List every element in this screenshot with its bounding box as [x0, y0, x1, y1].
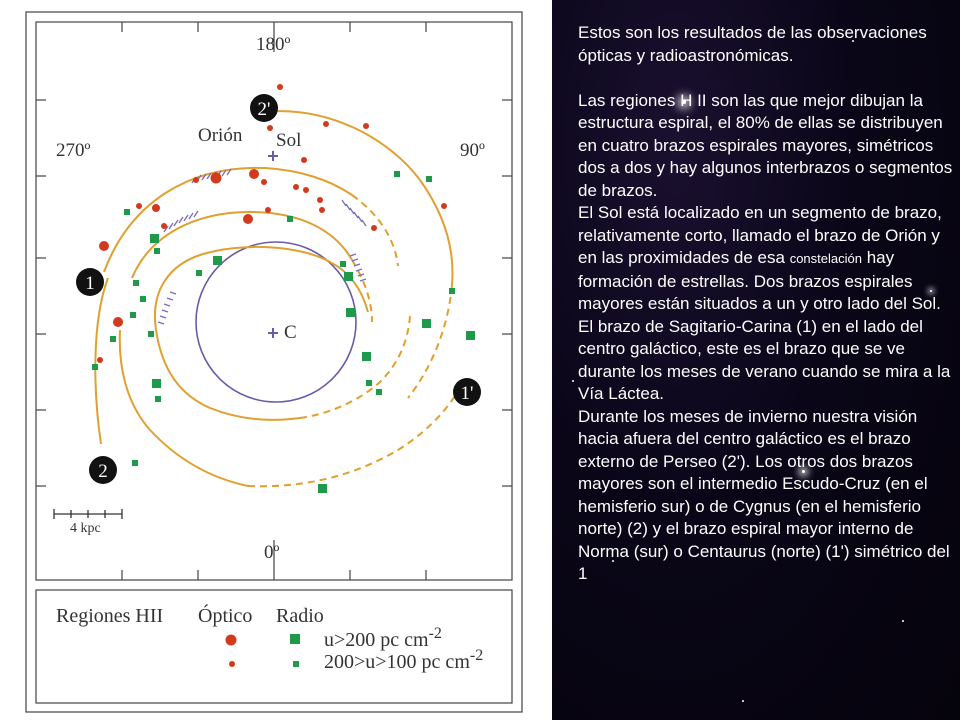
arm-badge-2p-label: 2' [257, 99, 271, 120]
text-body [578, 22, 958, 586]
star [572, 380, 574, 382]
legend-row2-exp: -2 [469, 647, 484, 664]
star [742, 700, 744, 702]
optical-regions [97, 84, 447, 363]
inner-circle [196, 242, 356, 402]
paragraph-4: Durante los meses de invierno nuestra visión hacia afuera del centro galáctico es el brazo externo de Perseo (2'). Los otros dos brazos mayores son el intermedio Escudo-Cruz (en el hemisferio sur) o de Cygnus (en el hemisferio norte) (2) y el brazo espiral mayor interno de Norma (sur) o Centaurus (norte) (1') simétrico del 1 [578, 406, 950, 583]
arm-1-upper [104, 168, 352, 272]
legend-row2-text: 200>u>100 pc cm [324, 651, 470, 673]
legend-radio-small [293, 661, 299, 667]
legend-row2-label [324, 647, 483, 673]
label-orion: Orión [198, 125, 243, 146]
label-0: 0º [264, 542, 280, 563]
arm-badge-2-label: 2 [98, 461, 108, 482]
legend-optical-large [226, 635, 237, 646]
label-90: 90º [460, 140, 485, 161]
arm-1p-inner [155, 247, 330, 330]
arm-badge-2p [250, 94, 278, 122]
label-center: C [284, 322, 297, 343]
star [902, 620, 904, 622]
hatch-inner-left [158, 292, 176, 324]
arm-1-lower [120, 330, 248, 486]
label-sol: Sol [276, 130, 302, 151]
text-panel [552, 0, 960, 720]
legend-optical-small [229, 661, 235, 667]
paragraph-3-a: El Sol está localizado en un segmento de brazo, relativamente corto, llamado el brazo de Orión y en las proximidades de esa [578, 203, 942, 267]
scale-bar [54, 509, 122, 519]
arm-1-lower-dashed [248, 380, 464, 486]
legend-radio: Radio [276, 605, 324, 627]
legend-title: Regiones HII [56, 605, 164, 627]
paragraph-1: Estos son los resultados de las observaciones ópticas y radioastronómicas. [578, 23, 927, 65]
arm-badge-1-label: 1 [85, 273, 95, 294]
scale-label: 4 kpc [70, 521, 101, 536]
label-270: 270º [56, 140, 91, 161]
paragraph-3 [578, 202, 958, 406]
arm-badge-1p [453, 378, 481, 406]
center-marker [268, 328, 278, 338]
legend-radio-large [290, 634, 300, 644]
legend-row1-exp: -2 [428, 625, 442, 642]
arm-badge-1p-label: 1' [460, 383, 474, 404]
arm-2p-dashed [408, 285, 452, 398]
arm-badge-2 [89, 456, 117, 484]
legend-row1-label [324, 625, 442, 651]
arm-1p-inner-lower [156, 330, 300, 420]
paragraph-2: Las regiones H II son las que mejor dibujan la estructura espiral, el 80% de ellas se distribuyen en cuatro brazos espirales mayores, simétricos dos a dos y hay algunos interbrazos o segmentos de brazos. [578, 90, 953, 200]
spiral-arms [95, 111, 464, 486]
legend-row1-text: u>200 pc cm [324, 629, 429, 651]
legend-optico: Óptico [198, 605, 253, 627]
paragraph-3-b: hay formación de estrellas. Dos brazos espirales mayores están situados a un y otro lado del Sol. El brazo de Sagitario-Carina (1) en el lado del centro galáctico, este es el brazo que se ve durante los meses de verano cuando se mira a la Vía Láctea. [578, 248, 951, 403]
arm-2-middle [132, 212, 352, 278]
paragraph-3-small: constelación [789, 251, 862, 266]
label-180: 180º [256, 34, 291, 55]
arm-badge-1 [76, 268, 104, 296]
sol-marker [268, 151, 278, 161]
